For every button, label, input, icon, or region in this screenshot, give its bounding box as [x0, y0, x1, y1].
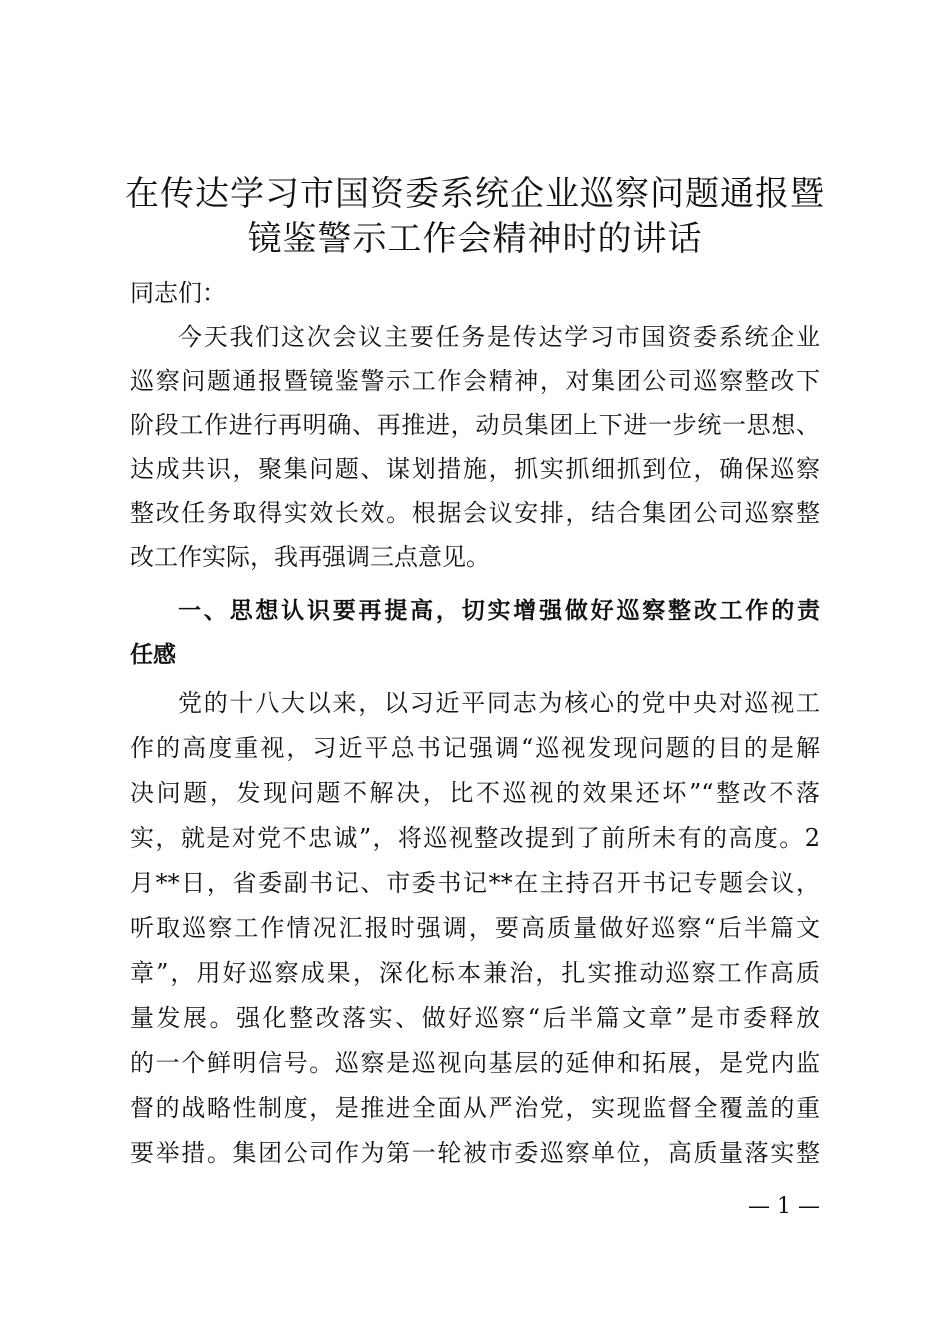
- paragraph-2-line: 量发展。强化整改落实、做好巡察“后半篇文章”是市委释放: [130, 1004, 820, 1032]
- paragraph-2-line: 的一个鲜明信号。巡察是巡视向基层的延伸和拓展，是党内监: [130, 1049, 820, 1077]
- paragraph-2-line: 听取巡察工作情况汇报时强调，要高质量做好巡察“后半篇文: [130, 914, 820, 942]
- section-heading-1-line-2: 任感: [130, 642, 176, 668]
- salutation: 同志们：: [130, 279, 226, 307]
- paragraph-2-line: 章”，用好巡察成果，深化标本兼治，扎实推动巡察工作高质: [130, 959, 820, 987]
- document-title-line-2: 镜鉴警示工作会精神时的讲话: [247, 219, 703, 259]
- paragraph-1-line: 达成共识，聚集问题、谋划措施，抓实抓细抓到位，确保巡察: [130, 455, 820, 483]
- section-heading-1-line-1: 一、思想认识要再提高，切实增强做好巡察整改工作的责: [178, 598, 820, 624]
- paragraph-2-line: 作的高度重视，习近平总书记强调“巡视发现问题的目的是解: [130, 734, 820, 762]
- paragraph-2-line: 决问题，发现问题不解决，比不巡视的效果还坏”“整改不落: [130, 779, 820, 807]
- paragraph-2-line: 督的战略性制度，是推进全面从严治党，实现监督全覆盖的重: [130, 1094, 820, 1122]
- paragraph-2-line: 党的十八大以来，以习近平同志为核心的党中央对巡视工: [178, 689, 820, 717]
- paragraph-2-line: 实，就是对党不忠诚”，将巡视整改提到了前所未有的高度。2: [130, 824, 820, 852]
- page-number: — 1 —: [748, 1194, 820, 1219]
- paragraph-1-line: 巡察问题通报暨镜鉴警示工作会精神，对集团公司巡察整改下: [130, 367, 820, 395]
- paragraph-1-line: 今天我们这次会议主要任务是传达学习市国资委系统企业: [178, 323, 820, 351]
- paragraph-2-line: 要举措。集团公司作为第一轮被市委巡察单位，高质量落实整: [130, 1139, 820, 1167]
- paragraph-1-line: 整改任务取得实效长效。根据会议安排，结合集团公司巡察整: [130, 499, 820, 527]
- paragraph-1-line: 阶段工作进行再明确、再推进，动员集团上下进一步统一思想、: [130, 411, 820, 439]
- paragraph-2-line: 月**日，省委副书记、市委书记**在主持召开书记专题会议，: [130, 869, 820, 897]
- paragraph-1-line: 改工作实际，我再强调三点意见。: [130, 543, 490, 571]
- document-title-line-1: 在传达学习市国资委系统企业巡察问题通报暨: [125, 174, 825, 214]
